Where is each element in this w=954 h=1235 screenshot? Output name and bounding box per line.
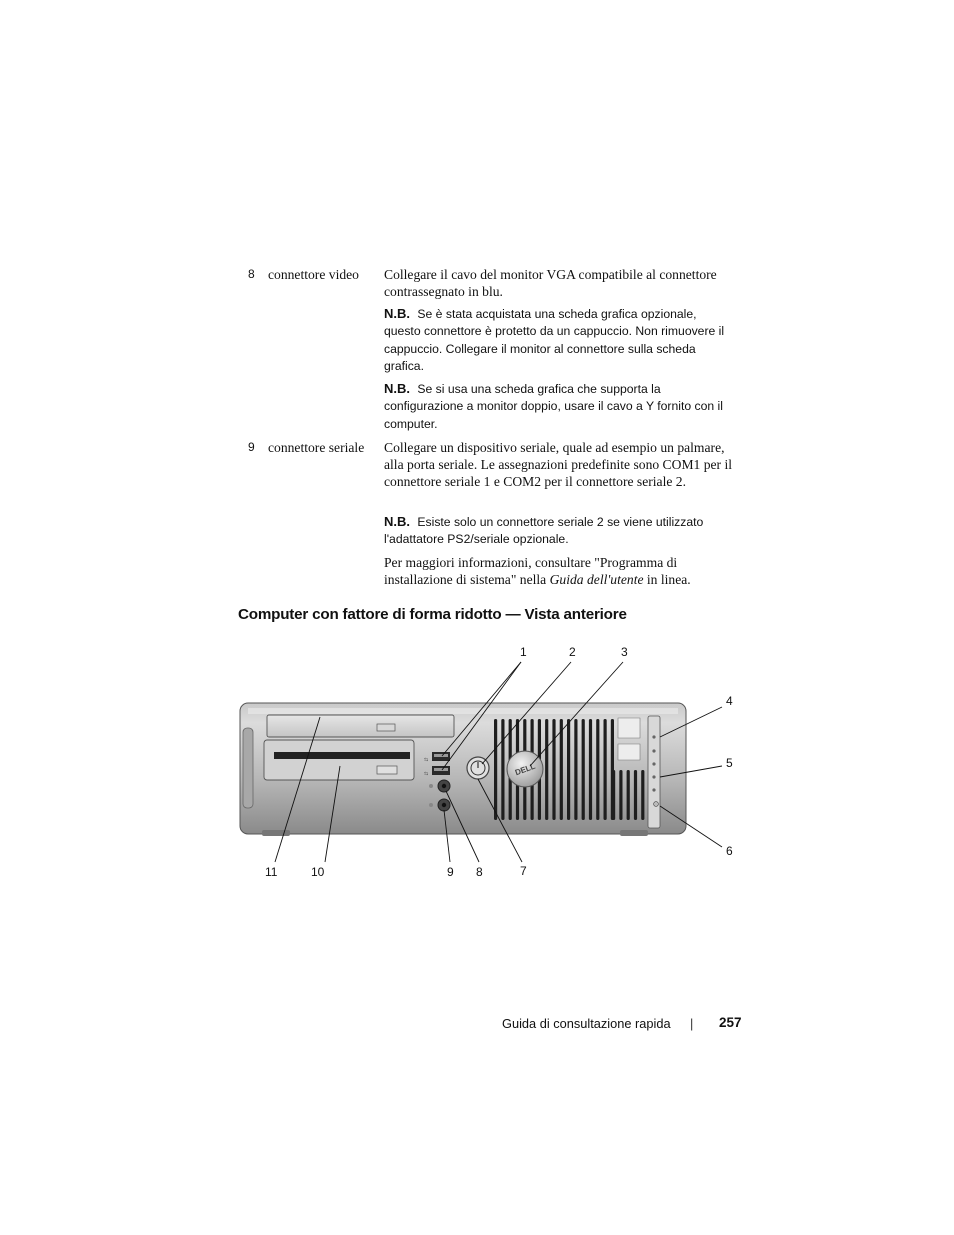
callout-1: 1 <box>520 645 527 659</box>
note-label: N.B. <box>384 381 410 396</box>
callout-11: 11 <box>265 865 278 879</box>
callout-9: 9 <box>447 865 454 879</box>
row-number: 9 <box>248 440 255 454</box>
guide-reference: Guida dell'utente <box>549 572 644 588</box>
vent-slot <box>560 719 563 820</box>
diagnostic-light <box>652 749 655 752</box>
vent-slot <box>612 770 615 820</box>
more-info-text: Per maggiori informazioni, consultare "Programma di installazione di sistema" nella <box>384 555 678 588</box>
vent-slot <box>574 719 577 820</box>
vent-slot <box>552 719 555 820</box>
row-term: connettore video <box>268 267 359 282</box>
vent-slot <box>634 770 637 820</box>
vent-slot <box>582 719 585 820</box>
vent-slot <box>494 719 497 820</box>
activity-light <box>652 735 655 738</box>
callout-10: 10 <box>311 865 325 879</box>
callout-5: 5 <box>726 756 733 770</box>
more-info-end: in linea. <box>643 572 691 588</box>
vent-slot <box>545 719 548 820</box>
note-label: N.B. <box>384 514 410 529</box>
vent-slot <box>596 719 599 820</box>
callout-4: 4 <box>726 694 733 708</box>
row-term: connettore seriale <box>268 440 365 455</box>
diagnostic-light <box>652 762 655 765</box>
logo-text: DELL <box>513 761 537 778</box>
callout-3: 3 <box>621 645 628 659</box>
vent-slot <box>604 719 607 820</box>
row-number: 8 <box>248 267 255 281</box>
vent-slot <box>589 719 592 820</box>
footer-guide-title: Guida di consultazione rapida <box>502 1016 671 1031</box>
callout-6: 6 <box>726 844 733 858</box>
indicator-panel <box>648 716 660 828</box>
note-text: Se è stata acquistata una scheda grafica opzionale, questo connettore è protetto da un cappuccio. Non rimuovere il cappuccio. Collegare il monitor al connettore sulla scheda grafica. <box>384 307 725 373</box>
footer-separator: | <box>690 1016 694 1031</box>
row-description: Collegare un dispositivo seriale, quale ad esempio un palmare, alla porta seriale. Le assegnazioni predefinite sono COM1 per il connettore seriale 1 e COM2 per il connettore seriale 2. <box>384 440 733 490</box>
vent-slot <box>501 719 504 820</box>
page-number: 257 <box>719 1015 742 1030</box>
svg-text:⇆: ⇆ <box>424 757 429 763</box>
vent-slot <box>627 770 630 820</box>
diagnostic-light <box>652 775 655 778</box>
vent-slot <box>567 719 570 820</box>
note-label: N.B. <box>384 306 410 321</box>
network-light <box>654 802 659 807</box>
vent-slot <box>641 770 644 820</box>
callout-7: 7 <box>520 864 527 878</box>
note-text: Se si usa una scheda grafica che supporta la configurazione a monitor doppio, usare il cavo a Y fornito con il computer. <box>384 382 723 431</box>
vent-slot <box>619 770 622 820</box>
row-description: Collegare il cavo del monitor VGA compatibile al connettore contrassegnato in blu. <box>384 267 717 300</box>
diagnostic-light <box>652 788 655 791</box>
svg-text:⇆: ⇆ <box>424 771 429 777</box>
callout-2: 2 <box>569 645 576 659</box>
optical-drive <box>267 715 454 737</box>
note-text: Esiste solo un connettore seriale 2 se viene utilizzato l'adattatore PS2/seriale opzionale. <box>384 515 704 547</box>
section-heading: Computer con fattore di forma ridotto — Vista anteriore <box>238 606 627 623</box>
callout-8: 8 <box>476 865 483 879</box>
dell-logo-badge <box>507 751 543 787</box>
